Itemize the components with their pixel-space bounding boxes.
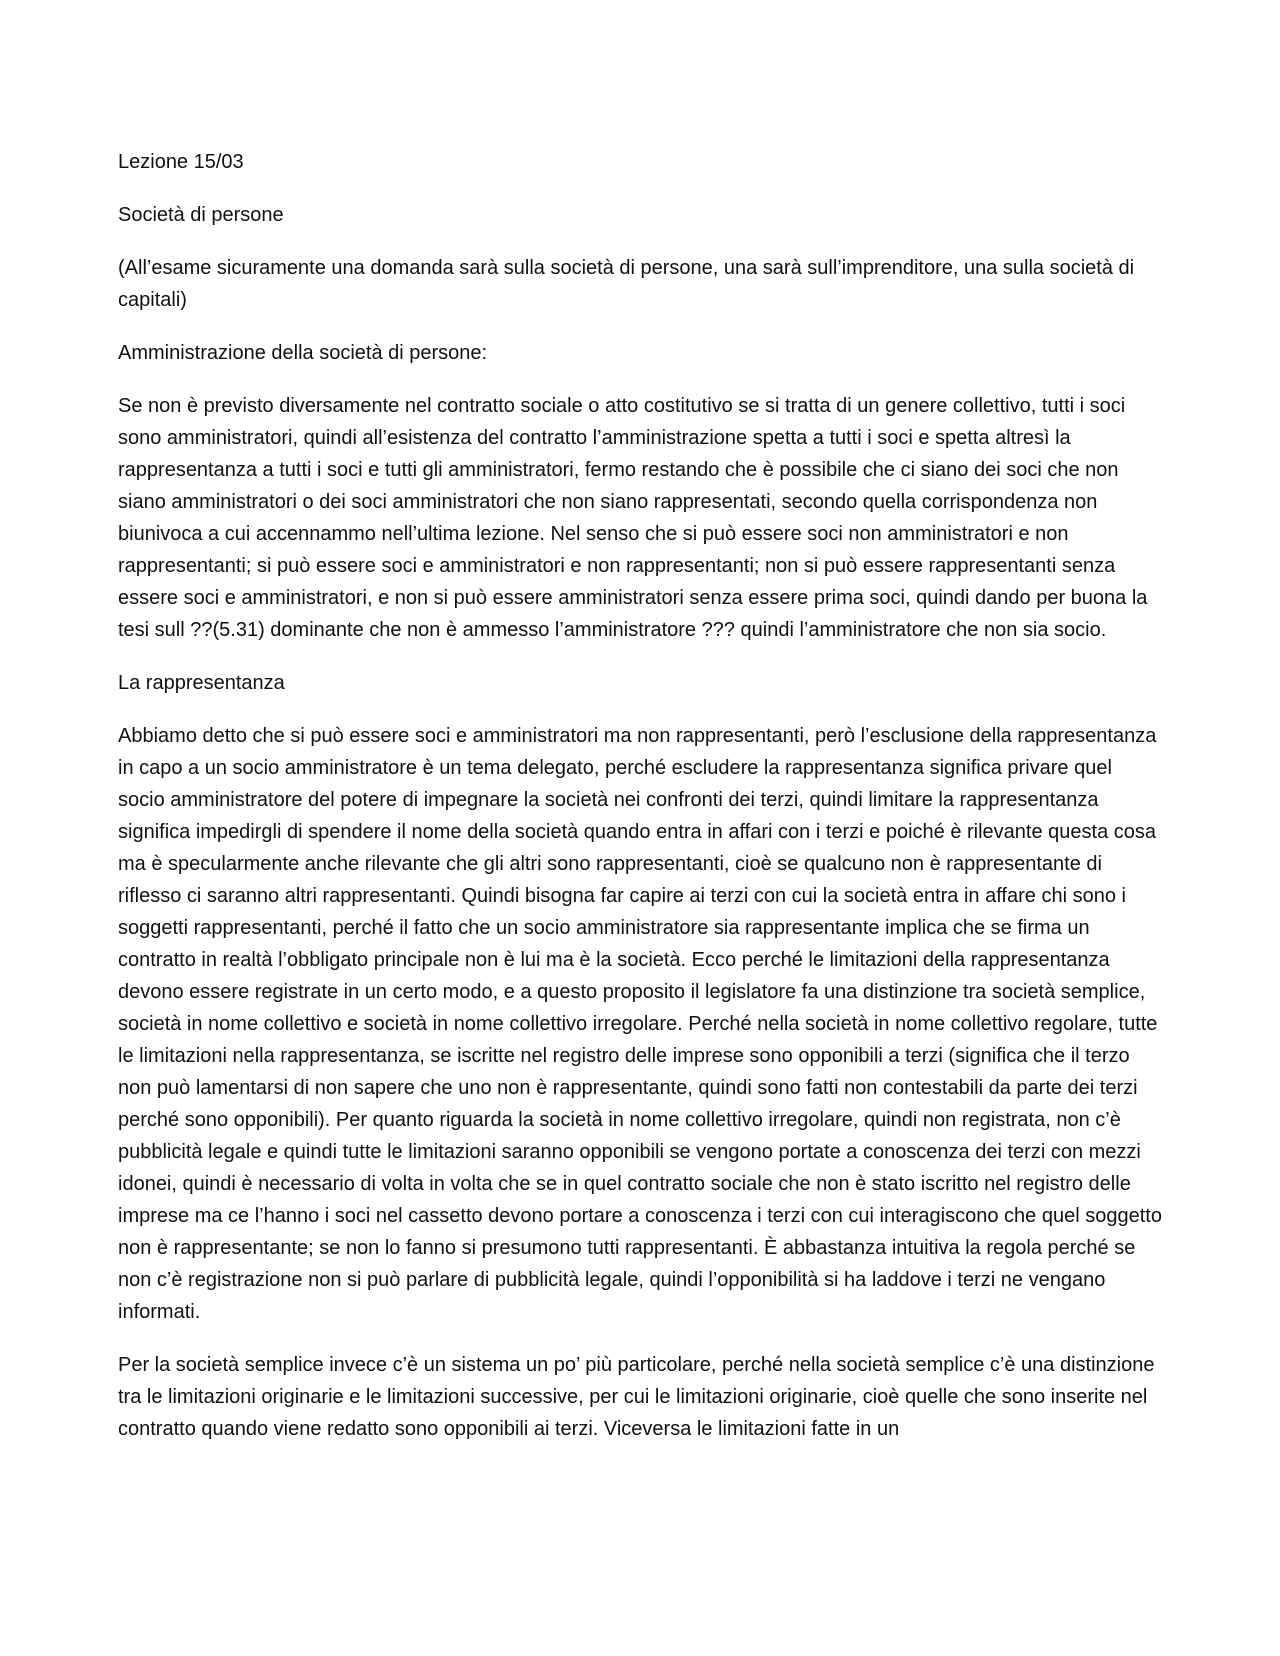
simple-company-paragraph: Per la società semplice invece c’è un sistema un po’ più particolare, perché nella società semplice c’è una distinzione tra le limitazioni originarie e le limitazioni successive, per cui le limitazioni originarie, cioè quelle che sono inserite nel contratto quando viene redatto sono opponibili ai terzi. Viceversa le limitazioni fatte in un [118, 1354, 1155, 1440]
document-page [118, 146, 1163, 1466]
exam-note-paragraph: (All’esame sicuramente una domanda sarà sulla società di persone, una sarà sull’imprenditore, una sulla società di capitali) [118, 257, 1135, 311]
representation-paragraph: Abbiamo detto che si può essere soci e amministratori ma non rappresentanti, però l’esclusione della rappresentanza in capo a un socio amministratore è un tema delegato, perché escludere la rappresentanza significa privare quel socio amministratore del potere di impegnare la società nei confronti dei terzi, quindi limitare la rappresentanza significa impedirgli di spendere il nome della società quando entra in affari con i terzi e poiché è rilevante questa cosa ma è specularmente anche rilevante che gli altri sono rappresentanti, cioè se qualcuno non è rappresentante di riflesso ci saranno altri rappresentanti. Quindi bisogna far capire ai terzi con cui la società entra in affare chi sono i soggetti rappresentanti, perché il fatto che un socio amministratore sia rappresentante implica che se firma un contratto in realtà l’obbligato principale non è lui ma è la società. Ecco perché le limitazioni della rappresentanza devono essere registrate in un certo modo, e a questo proposito il legislatore fa una distinzione tra società semplice, società in nome collettivo e società in nome collettivo irregolare. Perché nella società in nome collettivo regolare, tutte le limitazioni nella rappresentanza, se iscritte nel registro delle imprese sono opponibili a terzi (significa che il terzo non può lamentarsi di non sapere che uno non è rappresentante, quindi sono fatti non contestabili da parte dei terzi perché sono opponibili). Per quanto riguarda la società in nome collettivo irregolare, quindi non registrata, non c’è pubblicità legale e quindi tutte le limitazioni saranno opponibili se vengono portate a conoscenza dei terzi con mezzi idonei, quindi è necessario di volta in volta che se in quel contratto sociale che non è stato iscritto nel registro delle imprese ma ce l’hanno i soci nel cassetto devono portare a conoscenza i terzi con cui interagiscono che quel soggetto non è rappresentante; se non lo fanno si presumono tutti rappresentanti. È abbastanza intuitiva la regola perché se non c’è registrazione non si può parlare di pubblicità legale, quindi l’opponibilità si ha laddove i terzi ne vengano informati. [118, 725, 1162, 1323]
lesson-date-line: Lezione 15/03 [118, 151, 244, 173]
administration-paragraph: Se non è previsto diversamente nel contratto sociale o atto costitutivo se si tratta di un genere collettivo, tutti i soci sono amministratori, quindi all’esistenza del contratto l’amministrazione spetta a tutti i soci e spetta altresì la rappresentanza a tutti i soci e tutti gli amministratori, fermo restando che è possibile che ci siano dei soci che non siano amministratori o dei soci amministratori che non siano rappresentati, secondo quella corrispondenza non biunivoca a cui accennammo nell’ultima lezione. Nel senso che si può essere soci non amministratori e non rappresentanti; si può essere soci e amministratori e non rappresentanti; non si può essere rappresentanti senza essere soci e amministratori, e non si può essere amministratori senza essere prima soci, quindi dando per buona la tesi sull ??(5.31) dominante che non è ammesso l’amministratore ??? quindi l’amministratore che non sia socio. [118, 395, 1148, 641]
subsection-title-administration: Amministrazione della società di persone: [118, 342, 488, 364]
section-title: Società di persone [118, 204, 284, 226]
subsection-title-representation: La rappresentanza [118, 672, 285, 694]
